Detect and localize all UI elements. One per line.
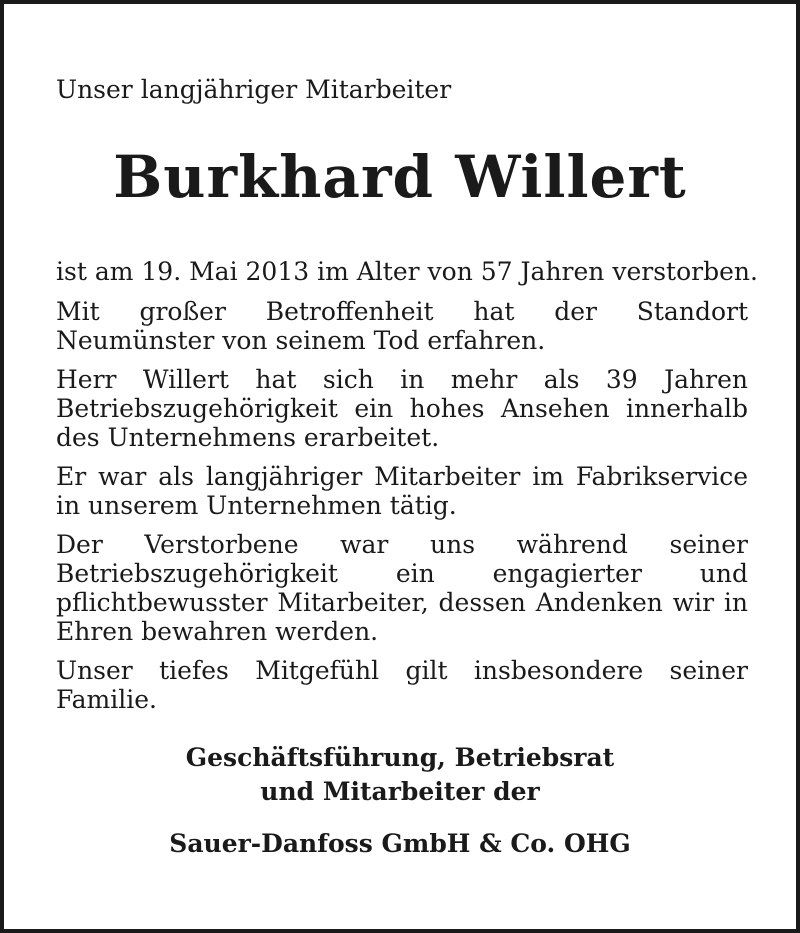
company-name: Sauer-Danfoss GmbH & Co. OHG xyxy=(169,829,631,858)
notice-body xyxy=(56,257,758,724)
paragraph-role: Er war als langjähriger Mitarbeiter im Fabrikservice in unserem Unternehmen tätig. xyxy=(56,462,748,520)
deceased-name: Burkhard Willert xyxy=(113,143,687,211)
signature-line-2: und Mitarbeiter der xyxy=(260,777,540,806)
paragraph-location: Mit großer Betroffenheit hat der Standort Neumünster von seinem Tod erfahren. xyxy=(56,297,748,355)
signature-line-1: Geschäftsführung, Betriebsrat xyxy=(185,743,615,772)
paragraph-remembrance: Der Verstorbene war uns während seiner Betriebszugehörigkeit ein engagierter und pflichtbewusster Mitarbeiter, dessen Andenken wir in Ehren bewahren werden. xyxy=(56,530,748,646)
death-date-paragraph: ist am 19. Mai 2013 im Alter von 57 Jahren verstorben. xyxy=(56,257,758,286)
paragraph-condolence: Unser tiefes Mitgefühl gilt insbesondere seiner Familie. xyxy=(56,656,748,714)
intro-line: Unser langjähriger Mitarbeiter xyxy=(56,75,452,104)
paragraph-tenure: Herr Willert hat sich in mehr als 39 Jahren Betriebszugehörigkeit ein hohes Ansehen innerhalb des Unternehmens erarbeitet. xyxy=(56,365,748,452)
